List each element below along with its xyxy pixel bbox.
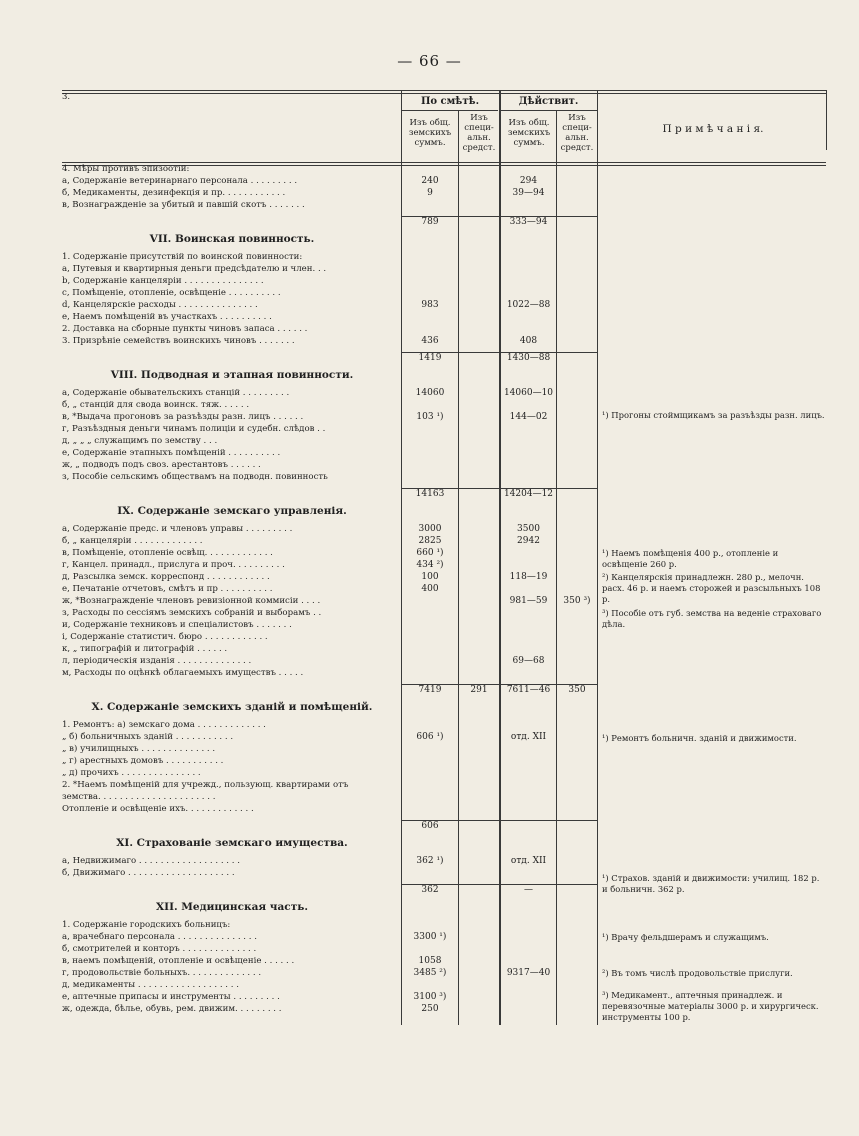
- value-deistvit-obsch: 2942: [517, 536, 540, 546]
- footnote: ³) Медикамент., аптечныя принадлеж. и перевязочные матеріалы 3000 р. и хирургическ. инструменты 100 р.: [602, 990, 819, 1022]
- value-deistvit-obsch: 14060—10: [503, 388, 554, 398]
- footnote: ¹) Ремонтъ больничн. зданій и движимости.: [602, 733, 797, 743]
- value-smeta-obsch: 983: [421, 300, 439, 310]
- table-row-label: г, продовольствіе больныхъ. . . . . . . . . . . . . .: [62, 968, 262, 978]
- table-row-label: а, Содержаніе обывательскихъ станцій . . . . . . . . .: [62, 388, 290, 398]
- table-row-label: г, Разъѣздныя деньги чинамъ полиціи и судебн. слѣдов . .: [62, 424, 326, 434]
- section-total-deistvit-spets: 350: [568, 685, 586, 695]
- value-deistvit-obsch: 69—68: [512, 656, 545, 666]
- table-row-label: а, Недвижимаго . . . . . . . . . . . . . . . . . . .: [62, 856, 240, 866]
- table-row-label: б, Медикаменты, дезинфекція и пр. . . . . . . . . . . .: [62, 188, 286, 198]
- col-divider-2: [458, 110, 459, 1025]
- table-row-label: в, *Выдача прогоновъ за разъѣзды разн. лицъ . . . . . .: [62, 412, 304, 422]
- value-smeta-obsch: 3485 ²): [413, 968, 447, 978]
- value-deistvit-obsch: 118—19: [509, 572, 548, 582]
- value-smeta-obsch: 14060: [415, 388, 445, 398]
- table-row-label: е, аптечные припасы и инструменты . . . . . . . . .: [62, 992, 280, 1002]
- section-total-smeta: 606: [421, 821, 439, 831]
- value-deistvit-obsch: 144—02: [509, 412, 548, 422]
- table-row-label: b, Содержаніе канцеляріи . . . . . . . . . . . . . . .: [62, 276, 264, 286]
- table-row-label: м, Расходы по оцѣнкѣ облагаемыхъ имуществъ . . . . .: [62, 668, 304, 678]
- table-row-label: і, Содержаніе статистич. бюро . . . . . . . . . . . .: [62, 632, 268, 642]
- value-deistvit-obsch: 3500: [517, 524, 540, 534]
- section-total-smeta: 789: [421, 217, 439, 227]
- table-row-label: с, Помѣщеніе, отопленіе, освѣщеніе . . . . . . . . . .: [62, 288, 281, 298]
- col-divider-5: [597, 90, 598, 1025]
- section-total-deistvit: 333—94: [509, 217, 548, 227]
- table-row-label: б, „ канцеляріи . . . . . . . . . . . . .: [62, 536, 203, 546]
- table-row-label: „ в) училищныхъ . . . . . . . . . . . . . .: [62, 744, 216, 754]
- header-spets-deistvit: Изъ специ-альн. средст.: [560, 113, 594, 153]
- section-title: VIII. Подводная и этапная повинности.: [110, 369, 354, 381]
- table-row-label: „ г) арестныхъ домовъ . . . . . . . . . . .: [62, 756, 224, 766]
- section-total-smeta: 1419: [418, 353, 442, 363]
- header-obsch-smeta: Изъ общ. земскихъ суммъ.: [408, 118, 452, 148]
- section-title: VII. Воинская повинность.: [149, 233, 315, 245]
- value-smeta-obsch: 103 ¹): [416, 412, 444, 422]
- table-row-label: 3. Призрѣніе семействъ воинскихъ чиновъ . . . . . . .: [62, 336, 295, 346]
- table-row-label: „ б) больничныхъ зданій . . . . . . . . . . .: [62, 732, 234, 742]
- table-row-label: б, смотрителей и конторъ . . . . . . . . . . . . . .: [62, 944, 257, 954]
- table-row-label: в, Вознагражденіе за убитый и павшій скотъ . . . . . . .: [62, 200, 305, 210]
- value-smeta-obsch: 3000: [418, 524, 442, 534]
- value-deistvit-obsch: отд. XII: [510, 732, 547, 742]
- table-row-label: земства. . . . . . . . . . . . . . . . . . . . . .: [62, 792, 216, 802]
- value-deistvit-obsch: отд. XII: [510, 856, 547, 866]
- table-row-label: 1. Содержаніе присутствій по воинской повинности:: [62, 252, 303, 262]
- value-smeta-obsch: 250: [421, 1004, 439, 1014]
- section-total-deistvit: 1430—88: [506, 353, 551, 363]
- table-row-label: г, Канцел. принадл., прислуга и проч. . . . . . . . . .: [62, 560, 285, 570]
- header-primechania: П р и м ѣ ч а н і я.: [662, 123, 764, 135]
- table-row-label: а, Путевыя и квартирныя деньги предсѣдателю и член. . .: [62, 264, 327, 274]
- header-po-smete: По смѣтѣ.: [420, 96, 480, 107]
- table-row-label: з, Пособіе сельскимъ обществамъ на подводн. повинность: [62, 472, 328, 482]
- table-right-border: [826, 90, 827, 150]
- value-smeta-obsch: 240: [421, 176, 439, 186]
- table-row-label: ж, одежда, бѣлье, обувь, рем. движим. . . . . . . . .: [62, 1004, 282, 1014]
- table-row-label: б, Движимаго . . . . . . . . . . . . . . . . . . . .: [62, 868, 235, 878]
- table-row-label: 1. Содержаніе городскихъ больницъ:: [62, 920, 231, 930]
- section-title: IX. Содержаніе земскаго управленія.: [117, 505, 347, 517]
- section-total-deistvit: 14204—12: [503, 489, 554, 499]
- table-row-label: л, періодическія изданія . . . . . . . . . . . . . .: [62, 656, 252, 666]
- table-row-label: 1. Ремонтъ: а) земскаго дома . . . . . . . . . . . . .: [62, 720, 266, 730]
- section-total-deistvit: —: [524, 885, 533, 895]
- value-smeta-obsch: 9: [427, 188, 433, 198]
- section-total-smeta: 362: [421, 885, 439, 895]
- value-deistvit-obsch: 39—94: [512, 188, 545, 198]
- header-spets-smeta: Изъ специ-альн. средст.: [462, 113, 496, 153]
- value-smeta-obsch: 3300 ¹): [413, 932, 447, 942]
- value-deistvit-obsch: 981—59: [509, 596, 548, 606]
- table-top-border: [62, 90, 826, 91]
- page-number: — 66 —: [397, 52, 462, 70]
- table-row-label: б, „ станцій для свода воинск. тяж. . . . . .: [62, 400, 250, 410]
- table-row-label: д, Разсылка земск. корреспонд . . . . . . . . . . . .: [62, 572, 270, 582]
- value-smeta-obsch: 362 ¹): [416, 856, 444, 866]
- value-smeta-obsch: 606 ¹): [416, 732, 444, 742]
- table-row-label: 2. *Наемъ помѣщеній для учрежд., пользующ. квартирами отъ: [62, 780, 349, 790]
- footnote: ²) Въ томъ числѣ продовольствіе прислуги.: [602, 968, 793, 978]
- value-smeta-obsch: 400: [421, 584, 439, 594]
- section-total-smeta: 7419: [418, 685, 442, 695]
- table-row-label: e, Наемъ помѣщеній въ участкахъ . . . . . . . . . .: [62, 312, 272, 322]
- table-row-label: з, Расходы по сессіямъ земскихъ собраній и выборамъ . .: [62, 608, 322, 618]
- table-row-label: к, „ типографій и литографій . . . . . .: [62, 644, 228, 654]
- value-smeta-obsch: 660 ¹): [416, 548, 444, 558]
- table-row-label: и, Содержаніе техниковъ и спеціалистовъ . . . . . . .: [62, 620, 292, 630]
- value-smeta-obsch: 3100 ³): [413, 992, 447, 1002]
- section-total-smeta-spets: 291: [470, 685, 488, 695]
- value-deistvit-spets: 350 ³): [563, 596, 591, 606]
- table-row-label: Отопленіе и освѣщеніе ихъ. . . . . . . . . . . . .: [62, 804, 254, 814]
- table-row-label: ж, *Вознагражденіе членовъ ревизіонной коммисіи . . . .: [62, 596, 321, 606]
- subheader-line-2: [500, 110, 597, 111]
- table-row-label: ж, „ подводъ подъ своз. арестантовъ . . . . . .: [62, 460, 261, 470]
- footnote: ¹) Наемъ помѣщенія 400 р., отопленіе и освѣщеніе 260 р.: [602, 548, 779, 569]
- section-total-smeta: 14163: [415, 489, 445, 499]
- table-row-label: а, врачебнаго персонала . . . . . . . . . . . . . . .: [62, 932, 257, 942]
- header-obsch-deistvit: Изъ общ. земскихъ суммъ.: [507, 118, 551, 148]
- table-top-border-2: [62, 93, 826, 94]
- value-deistvit-obsch: 408: [519, 336, 538, 346]
- footnote: ¹) Прогоны стоймщикамъ за разъѣзды разн. лицъ.: [602, 410, 825, 420]
- table-row-label: в, Помѣщеніе, отопленіе освѣщ. . . . . . . . . . . . .: [62, 548, 273, 558]
- table-row-label: 2. Доставка на сборные пункты чиновъ запаса . . . . . .: [62, 324, 308, 334]
- value-smeta-obsch: 434 ²): [416, 560, 444, 570]
- value-deistvit-obsch: 294: [519, 176, 538, 186]
- table-row-label: д, медикаменты . . . . . . . . . . . . . . . . . . .: [62, 980, 239, 990]
- value-smeta-obsch: 436: [421, 336, 439, 346]
- value-smeta-obsch: 100: [421, 572, 439, 582]
- table-row-label: е, Содержаніе этапныхъ помѣщеній . . . . . . . . . .: [62, 448, 281, 458]
- value-smeta-obsch: 1058: [418, 956, 442, 966]
- table-row-label: в, наемъ помѣщеній, отопленіе и освѣщеніе . . . . . .: [62, 956, 295, 966]
- section-total-deistvit: 7611—46: [506, 685, 551, 695]
- footnote: ¹) Страхов. зданій и движимости: училищ. 182 р. и больничн. 362 р.: [602, 873, 820, 894]
- section-title: XII. Медицинская часть.: [156, 901, 308, 913]
- table-row-label: а, Содержаніе ветеринарнаго персонала . . . . . . . . .: [62, 176, 298, 186]
- table-row-label: 4. Мѣры противъ эпизоотій:: [62, 164, 190, 174]
- header-deistvit: Дѣйствит.: [518, 96, 579, 107]
- footnote: ²) Канцелярскія принадлежн. 280 р., мелочн. расх. 46 р. и наемъ сторожей и разсыльныхъ 108 р.: [602, 572, 821, 604]
- table-row-label: д, „ „ „ служащимъ по земству . . .: [62, 436, 218, 446]
- value-deistvit-obsch: 1022—88: [506, 300, 551, 310]
- header-bottom-border: [62, 162, 826, 163]
- table-row-label: „ д) прочихъ . . . . . . . . . . . . . . .: [62, 768, 201, 778]
- table-row-label: d, Канцелярскіе расходы . . . . . . . . . . . . . . .: [62, 300, 258, 310]
- footnote: ¹) Врачу фельдшерамъ и служащимъ.: [602, 932, 769, 942]
- section-title: X. Содержаніе земскихъ зданій и помѣщеній.: [91, 701, 373, 713]
- header-row-num: 3.: [62, 92, 71, 102]
- value-smeta-obsch: 2825: [418, 536, 442, 546]
- subheader-line-1: [402, 110, 498, 111]
- section-title: XI. Страхованіе земскаго имущества.: [116, 837, 348, 849]
- col-divider-4: [556, 110, 557, 1025]
- footnote: ³) Пособіе отъ губ. земства на веденіе страховаго дѣла.: [602, 608, 822, 629]
- table-row-label: а, Содержаніе предс. и членовъ управы . . . . . . . . .: [62, 524, 293, 534]
- value-deistvit-obsch: 9317—40: [506, 968, 551, 978]
- table-row-label: е, Печатаніе отчетовъ, смѣтъ и пр . . . . . . . . . .: [62, 584, 273, 594]
